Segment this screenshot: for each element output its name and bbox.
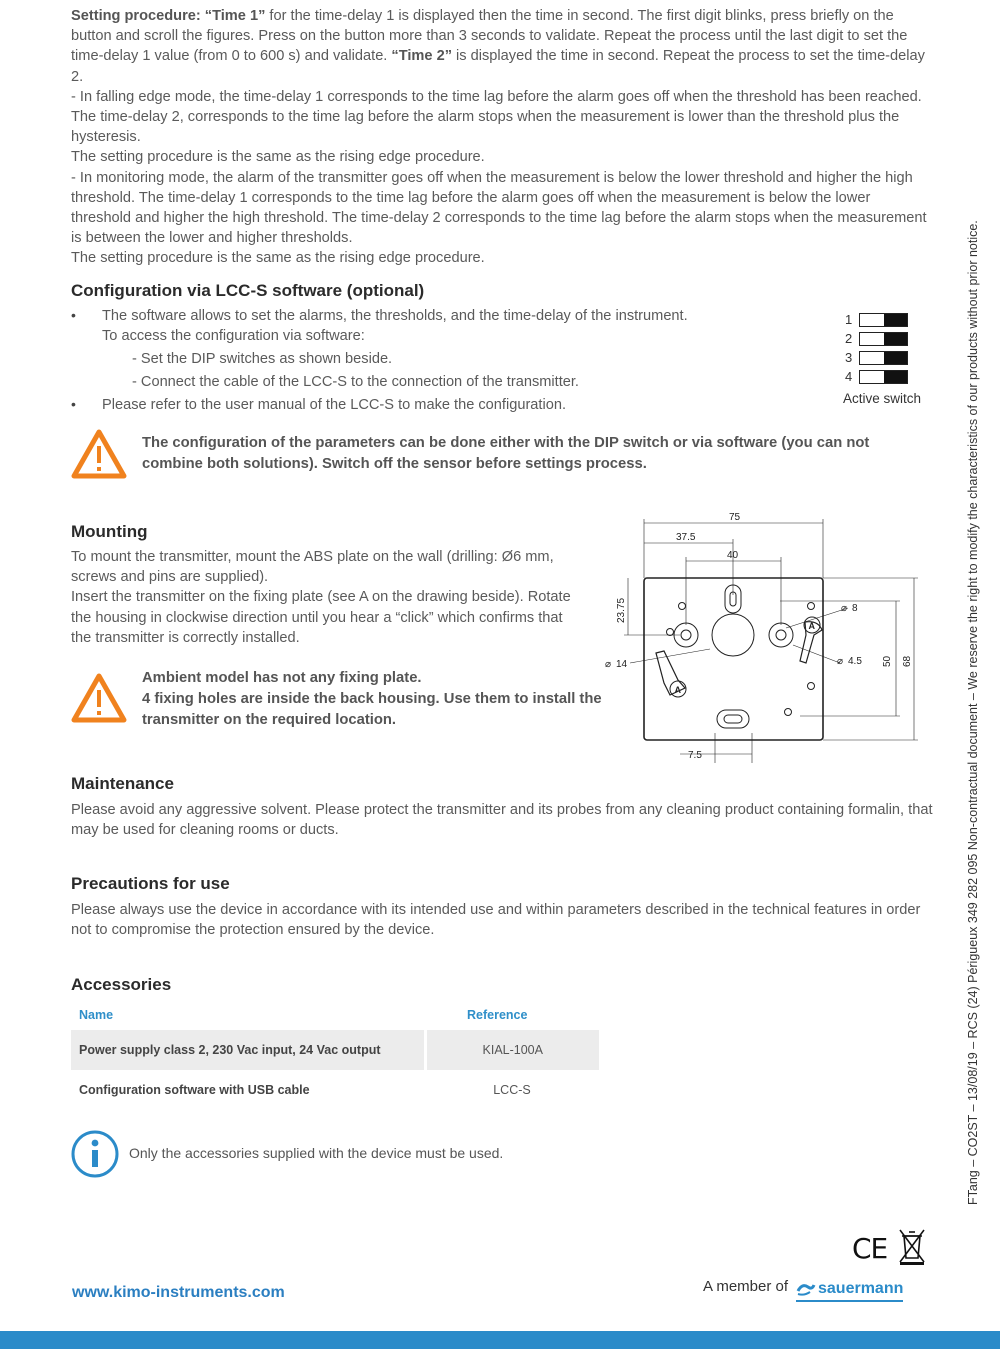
diameter-symbol: ⌀	[837, 656, 844, 667]
table-row: Power supply class 2, 230 Vac input, 24 Vac output KIAL-100A	[71, 1030, 599, 1070]
column-header-reference: Reference	[467, 1008, 528, 1022]
dim-40: 40	[727, 550, 739, 561]
dim-7-5: 7.5	[688, 750, 702, 761]
dim-diameter-8: 8	[852, 603, 858, 614]
accessories-title: Accessories	[71, 975, 172, 994]
dim-50: 50	[882, 655, 893, 667]
website-link[interactable]: www.kimo-instruments.com	[72, 1284, 285, 1301]
bullet-dot: •	[71, 396, 76, 412]
diameter-symbol: ⌀	[605, 659, 612, 670]
dim-68: 68	[902, 655, 913, 667]
config-title: Configuration via LCC-S software (optional)	[71, 281, 425, 300]
config-warning-text: The configuration of the parameters can be done either with the DIP switch or via software (you can not combine both solutions). Switch off the sensor before settings process.	[142, 435, 870, 472]
dip-switch-diagram: 1 2 3 4	[845, 310, 915, 386]
accessories-table	[71, 1000, 599, 1110]
accessories-note: Only the accessories supplied with the device must be used.	[129, 1145, 504, 1161]
weee-bin-icon	[898, 1228, 926, 1266]
sauermann-logo: sauermann	[796, 1278, 903, 1302]
ce-mark: CE	[852, 1228, 926, 1266]
dim-diameter-14: 14	[616, 659, 628, 670]
mounting-warning: Ambient model has not any fixing plate. 4 fixing holes are inside the back housing. Use them to install the transmitter on the required location.	[142, 670, 602, 728]
dip-caption: Active switch	[843, 391, 922, 406]
footer-bar	[0, 1331, 1000, 1349]
latch-label: A	[674, 685, 681, 695]
warning-icon	[70, 428, 128, 480]
config-bullet-2: Please refer to the user manual of the LCC-S to make the configuration.	[102, 397, 567, 413]
dim-75: 75	[729, 512, 741, 523]
precautions-text: Please always use the device in accordance with its intended use and within parameters described in the technical features in order not to compromise the protection ensured by the device.	[71, 902, 921, 939]
dim-diameter-4-5: 4.5	[848, 656, 862, 667]
warning-icon	[70, 672, 128, 724]
sauermann-swoosh-icon	[796, 1282, 816, 1296]
monitoring-text: - In monitoring mode, the alarm of the transmitter goes off when the measurement is below the lower threshold and higher the high threshold. The time-delay 1 corresponds to the time lag before the alarm goes off when the measurement is below the lower threshold and higher the high threshold. The time-delay 2 corresponds to the time lag before the alarm stops when the measurement is between the lower and higher thresholds.	[71, 169, 927, 247]
mounting-plate-drawing	[590, 505, 930, 765]
precautions-title: Precautions for use	[71, 874, 230, 893]
intro-text: Setting procedure: “Time 1” for the time-delay 1 is displayed then the time in second. The first digit blinks, press briefly on the button and scroll the figures. Press on the button more than 3 seconds to validate. Repeat the process until the last digit to set the time-delay 1 value (from 0 to 600 s) and validate. “Time 2” is displayed the time in second. Repeat the process to set the time-delay 2. - In falling edge mode, the time-delay 1 corresponds to the time lag before the alarm goes off when the threshold has been reached. The time-delay 2, corresponds to the time lag before the alarm stops when the measurement is lower than the threshold plus the hysteresis. The setting procedure is the same as the rising edge procedure. - In monitoring mode, the alarm of the transmitter goes off when the measurement is below the lower threshold and higher the high threshold. The time-delay 1 corresponds to the time lag before the alarm goes off when the measurement is below the lower threshold and higher the high threshold. The time-delay 2 corresponds to the time lag before the alarm stops when the measurement is between the lower and higher thresholds. The setting procedure is the same as the rising edge procedure.	[71, 6, 933, 269]
latch-label: A	[808, 621, 815, 631]
column-header-name: Name	[79, 1008, 114, 1022]
info-icon	[70, 1129, 120, 1179]
legal-side-text: FTang – CO2ST – 13/08/19 – RCS (24) Périgueux 349 282 095 Non-contractual document – We reserve the right to modify the characteristics of our products without prior notice.	[966, 220, 980, 1205]
mounting-title: Mounting	[71, 522, 148, 541]
maintenance-text: Please avoid any aggressive solvent. Please protect the transmitter and its probes from any cleaning product containing formalin, that may be used for cleaning rooms or ducts.	[71, 802, 933, 839]
dim-23-75: 23.75	[616, 597, 627, 623]
config-bullet-1: The software allows to set the alarms, the thresholds, and the time-delay of the instrument.	[102, 308, 688, 324]
dim-37-5: 37.5	[676, 532, 696, 543]
member-of-text: A member of	[703, 1278, 789, 1295]
mounting-text: To mount the transmitter, mount the ABS plate on the wall (drilling: Ø6 mm, screws and pins are supplied). Insert the transmitter on the fixing plate (see A on the drawing beside). Rotate the housing in clockwise direction until you hear a “click” which confirms that the transmitter is correctly installed.	[71, 549, 571, 646]
maintenance-title: Maintenance	[71, 774, 174, 793]
diameter-symbol: ⌀	[841, 603, 848, 614]
bullet-dot: •	[71, 307, 76, 323]
falling-edge-text: - In falling edge mode, the time-delay 1 corresponds to the time lag before the alarm goes off when the threshold has been reached. The time-delay 2, corresponds to the time lag before the alarm stops when the measurement is lower than the threshold plus the hysteresis.	[71, 88, 922, 146]
table-row: Configuration software with USB cable LCC-S	[79, 1083, 531, 1097]
